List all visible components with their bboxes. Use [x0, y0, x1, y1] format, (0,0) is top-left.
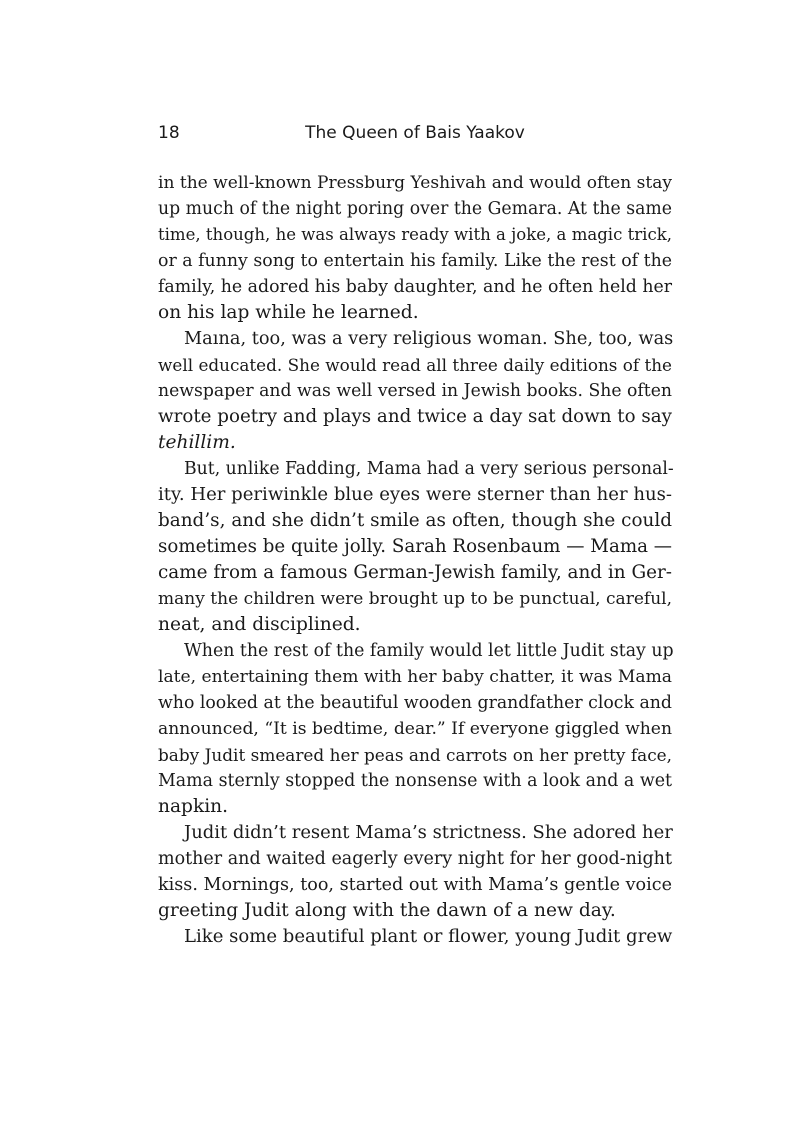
body-text [158, 170, 672, 950]
text-line: ity. Her periwinkle blue eyes were sterner than her hus- [158, 484, 672, 505]
text-line: or a funny song to entertain his family. Like the rest of the [158, 251, 672, 271]
book-title: The Queen of Bais Yaakov [305, 123, 525, 143]
paragraph-1 [158, 170, 672, 326]
text-line: wrote poetry and plays and twice a day sat down to say [158, 406, 672, 427]
text-line: Mama sternly stopped the nonsense with a look and a wet [158, 771, 672, 791]
text-line: time, though, he was always ready with a joke, a magic trick, [158, 225, 672, 244]
running-head [158, 120, 672, 146]
text-line: kiss. Mornings, too, started out with Mama’s gentle voice [158, 875, 672, 895]
text-line: up much of the night poring over the Gemara. At the same [158, 199, 672, 219]
text-line: announced, “It is bedtime, dear.” If everyone giggled when [158, 719, 672, 739]
text-line: sometimes be quite jolly. Sarah Rosenbaum — Mama — [158, 536, 672, 557]
text-line: band’s, and she didn’t smile as often, though she could [158, 510, 672, 531]
text-line-indented: Judit didn’t resent Mama’s strictness. She adored her [184, 822, 673, 843]
text-line: in the well-known Pressburg Yeshivah and would often stay [158, 173, 672, 193]
text-line: family, he adored his baby daughter, and he often held her [158, 277, 673, 297]
text-line: came from a famous German-Jewish family, and in Ger- [158, 562, 672, 583]
text-line: greeting Judit along with the dawn of a new day. [158, 900, 616, 921]
text-line: neat, and disciplined. [158, 614, 361, 635]
paragraph-3 [158, 456, 672, 638]
italic-word: tehillim. [158, 432, 236, 453]
text-line-indented: Like some beautiful plant or flower, young Judit grew [184, 926, 673, 947]
paragraph-2 [158, 326, 672, 456]
paragraph-4 [158, 638, 672, 820]
text-line-indented: When the rest of the family would let little Judit stay up [184, 641, 674, 661]
text-line: on his lap while he learned. [158, 302, 419, 323]
text-line-italic [158, 430, 672, 456]
text-line-indented: But, unlike Fadding, Mama had a very serious personal- [184, 459, 674, 479]
text-line: who looked at the beautiful wooden grandfather clock and [158, 693, 672, 713]
text-line: newspaper and was well versed in Jewish books. She often [158, 381, 672, 401]
text-line: well educated. She would read all three daily editions of the [158, 355, 672, 375]
text-line: mother and waited eagerly every night for her good-night [158, 849, 672, 869]
page-number: 18 [158, 123, 180, 143]
text-line: late, entertaining them with her baby chatter, it was Mama [158, 667, 672, 687]
text-line: many the children were brought up to be punctual, careful, [158, 589, 672, 609]
text-line-indented: Maına, too, was a very religious woman. She, too, was [184, 329, 674, 349]
text-line: napkin. [158, 796, 229, 817]
paragraph-6 [158, 924, 672, 950]
paragraph-5 [158, 820, 672, 924]
text-line: baby Judit smeared her peas and carrots on her pretty face, [158, 745, 672, 765]
